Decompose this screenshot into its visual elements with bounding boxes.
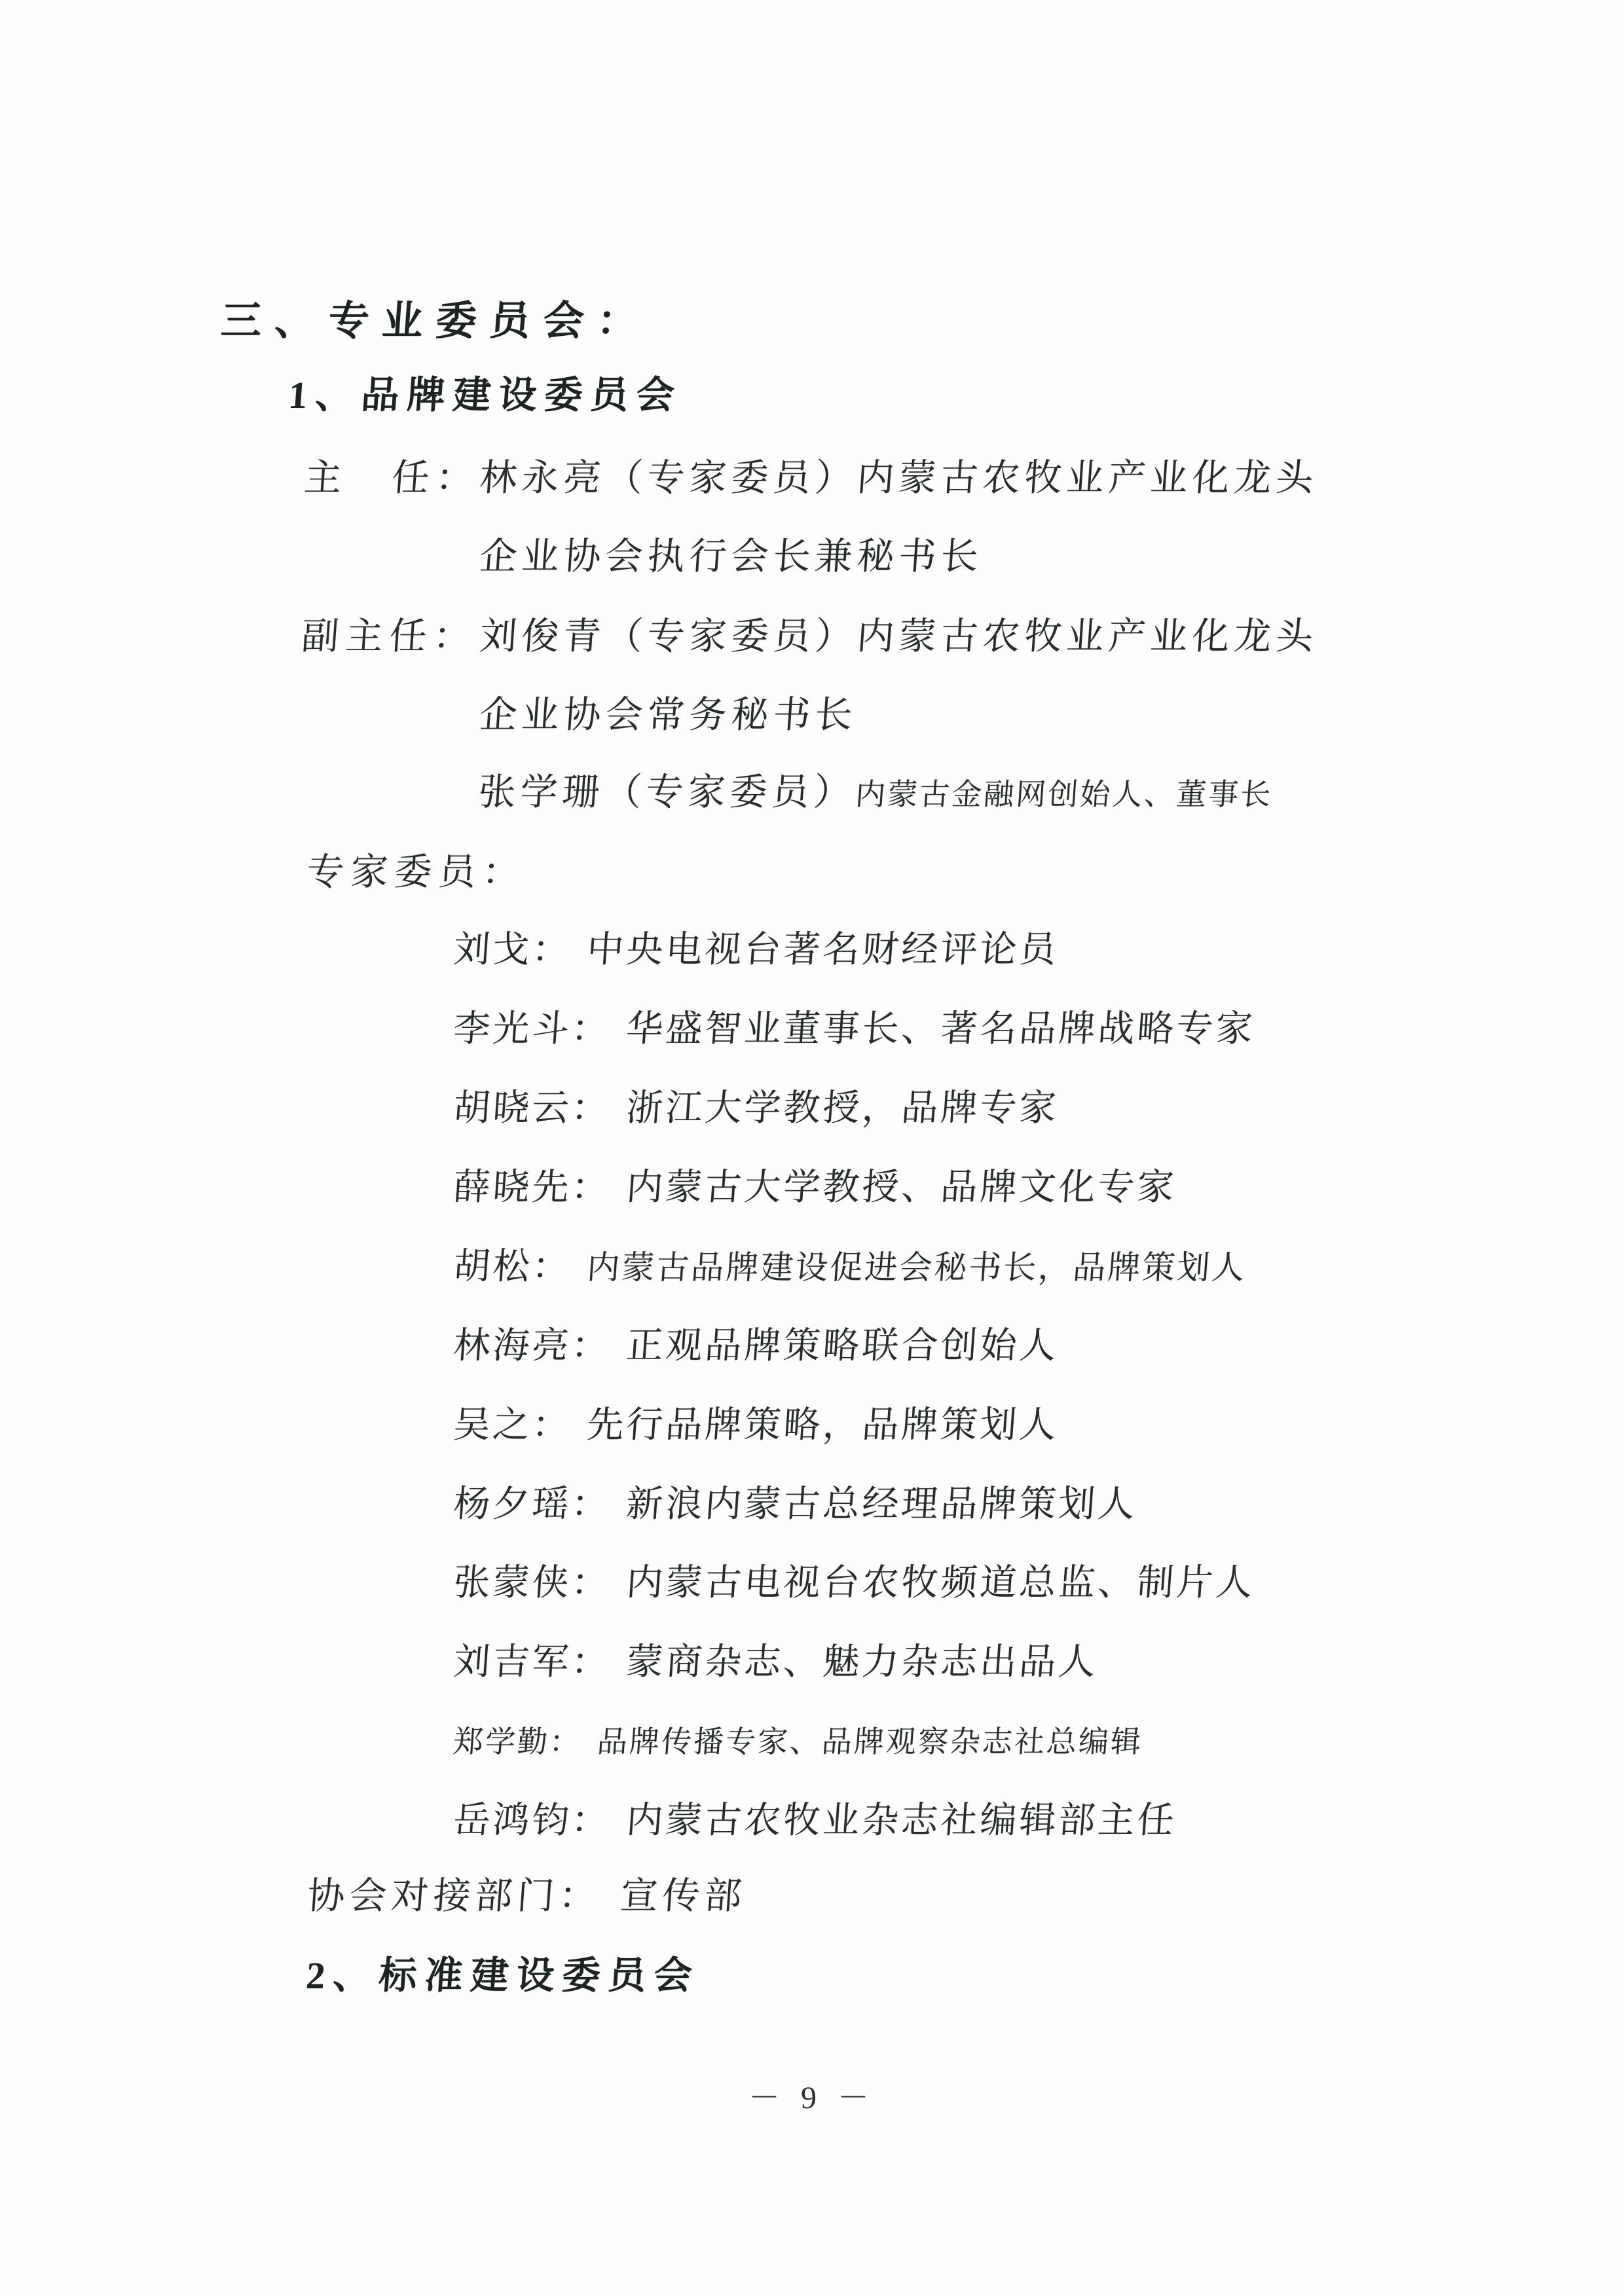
deputy-director-text-line-1: 刘俊青（专家委员）内蒙古农牧业产业化龙头 <box>478 616 1320 657</box>
expert-desc: 蒙商杂志、魅力杂志出品人 <box>625 1642 1099 1683</box>
expert-desc: 内蒙古电视台农牧频道总监、制片人 <box>625 1563 1257 1603</box>
expert-name: 刘戈： <box>452 930 573 970</box>
expert-row <box>452 1554 1257 1606</box>
deputy-director-2 <box>477 762 1275 816</box>
expert-desc: 新浪内蒙古总经理品牌策划人 <box>625 1484 1139 1525</box>
expert-desc: 中央电视台著名财经评论员 <box>585 930 1060 970</box>
expert-row <box>452 1079 1061 1131</box>
expert-desc: 华盛智业董事长、著名品牌战略专家 <box>625 1009 1257 1049</box>
expert-row <box>452 1158 1179 1211</box>
expert-row <box>452 1475 1139 1527</box>
expert-name: 李光斗： <box>452 1009 612 1049</box>
deputy-director-2-role: 内蒙古金融网创始人、董事长 <box>854 778 1274 811</box>
director-text-line-1: 林永亮（专家委员）内蒙古农牧业产业化龙头 <box>478 458 1320 499</box>
expert-desc: 品牌传播专家、品牌观察杂志社总编辑 <box>596 1725 1144 1758</box>
committee-1-title: 1、品牌建设委员会 <box>287 374 684 416</box>
expert-row <box>452 1000 1257 1052</box>
section-heading: 三、专业委员会： <box>219 299 653 344</box>
expert-desc: 内蒙古农牧业杂志社编辑部主任 <box>625 1800 1178 1841</box>
deputy-director-label: 副主任： <box>300 616 479 657</box>
liaison-line <box>306 1866 748 1920</box>
expert-name: 岳鸿钧： <box>452 1800 612 1841</box>
experts-label: 专家委员： <box>305 852 528 893</box>
page-number: － 9 － <box>748 2081 876 2115</box>
expert-name: 薛晓先： <box>452 1167 612 1208</box>
expert-name: 张蒙侠： <box>452 1563 612 1603</box>
expert-name: 吴之： <box>452 1405 573 1446</box>
expert-row <box>452 1791 1179 1844</box>
expert-desc: 内蒙古大学教授、品牌文化专家 <box>625 1167 1178 1208</box>
expert-desc: 内蒙古品牌建设促进会秘书长，品牌策划人 <box>585 1249 1248 1286</box>
expert-desc: 正观品牌策略联合创始人 <box>625 1326 1060 1366</box>
expert-desc: 先行品牌策略，品牌策划人 <box>585 1405 1060 1446</box>
expert-name: 胡松： <box>452 1247 573 1287</box>
expert-row <box>452 1396 1061 1448</box>
expert-row <box>452 1633 1100 1685</box>
deputy-director-text-line-2: 企业协会常务秘书长 <box>478 695 858 736</box>
expert-row <box>452 920 1061 973</box>
director-label: 主 任： <box>303 458 481 499</box>
expert-desc: 浙江大学教授，品牌专家 <box>625 1088 1060 1129</box>
expert-name: 林海亮： <box>452 1326 612 1366</box>
expert-row <box>452 1237 1249 1290</box>
deputy-director-2-name: 张学珊（专家委员） <box>477 772 857 813</box>
expert-name: 郑学勤： <box>452 1725 583 1758</box>
expert-name: 胡晓云： <box>452 1088 612 1129</box>
director-text-line-2: 企业协会执行会长兼秘书长 <box>478 536 984 577</box>
expert-row <box>452 1317 1061 1369</box>
expert-name: 杨夕瑶： <box>452 1484 612 1525</box>
liaison-label: 协会对接部门： <box>306 1876 602 1917</box>
expert-name: 刘吉军： <box>452 1642 612 1683</box>
liaison-value: 宣传部 <box>619 1876 748 1917</box>
committee-2-title: 2、标准建设委员会 <box>304 1954 701 1997</box>
expert-row <box>452 1718 1145 1761</box>
